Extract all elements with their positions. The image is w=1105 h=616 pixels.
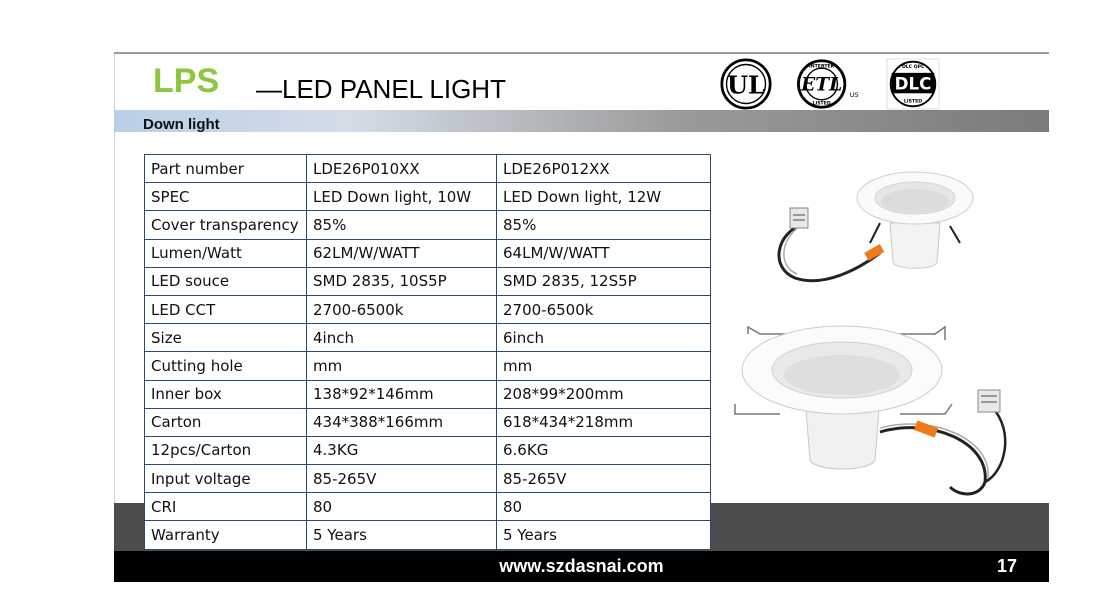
svg-text:ETL: ETL bbox=[801, 74, 843, 96]
ul-logo-icon bbox=[718, 58, 774, 110]
spec-label-cell: Input voltage bbox=[145, 465, 307, 493]
table-row bbox=[145, 352, 711, 380]
svg-text:LISTED: LISTED bbox=[812, 101, 831, 107]
website-url[interactable]: www.szdasnai.com bbox=[499, 556, 664, 576]
spec-value-cell: 618*434*218mm bbox=[497, 408, 711, 436]
table-row bbox=[145, 183, 711, 211]
spec-value-cell: LED Down light, 12W bbox=[497, 183, 711, 211]
spec-value-cell: mm bbox=[307, 352, 497, 380]
downlight-large-image bbox=[730, 322, 1025, 500]
svg-text:US: US bbox=[849, 91, 859, 99]
spec-value-cell: 2700-6500k bbox=[307, 295, 497, 323]
table-row bbox=[145, 155, 711, 183]
spec-label-cell: Carton bbox=[145, 408, 307, 436]
spec-value-cell: LDE26P012XX bbox=[497, 155, 711, 183]
spec-label-cell: Part number bbox=[145, 155, 307, 183]
spec-value-cell: SMD 2835, 12S5P bbox=[497, 267, 711, 295]
spec-label-cell: LED CCT bbox=[145, 295, 307, 323]
spec-value-cell: 62LM/W/WATT bbox=[307, 239, 497, 267]
spec-value-cell: 434*388*166mm bbox=[307, 408, 497, 436]
table-row bbox=[145, 211, 711, 239]
spec-value-cell: 6inch bbox=[497, 324, 711, 352]
table-row bbox=[145, 493, 711, 521]
svg-text:INTERTEK: INTERTEK bbox=[809, 64, 835, 70]
spec-label-cell: Size bbox=[145, 324, 307, 352]
spec-value-cell: 5 Years bbox=[497, 521, 711, 549]
spec-label-cell: Lumen/Watt bbox=[145, 239, 307, 267]
svg-text:DLC: DLC bbox=[894, 73, 932, 94]
spec-value-cell: 85% bbox=[497, 211, 711, 239]
table-row bbox=[145, 436, 711, 464]
section-title: Down light bbox=[143, 116, 220, 133]
page-number: 17 bbox=[996, 556, 1017, 576]
page-title: —LED PANEL LIGHT bbox=[256, 74, 506, 104]
svg-text:DLC QPL: DLC QPL bbox=[901, 65, 925, 71]
brand-name: LPS bbox=[153, 62, 220, 100]
spec-value-cell: LDE26P010XX bbox=[307, 155, 497, 183]
table-row bbox=[145, 239, 711, 267]
spec-value-cell: 4inch bbox=[307, 324, 497, 352]
spec-value-cell: 85-265V bbox=[497, 465, 711, 493]
spec-table bbox=[144, 154, 711, 550]
spec-label-cell: LED souce bbox=[145, 267, 307, 295]
table-row bbox=[145, 521, 711, 549]
spec-value-cell: 138*92*146mm bbox=[307, 380, 497, 408]
spec-value-cell: mm bbox=[497, 352, 711, 380]
etl-logo-icon bbox=[794, 58, 866, 110]
spec-value-cell: 4.3KG bbox=[307, 436, 497, 464]
svg-text:UL: UL bbox=[726, 70, 766, 100]
spec-value-cell: 2700-6500k bbox=[497, 295, 711, 323]
table-row bbox=[145, 408, 711, 436]
spec-value-cell: 208*99*200mm bbox=[497, 380, 711, 408]
table-row bbox=[145, 324, 711, 352]
downlight-small-image bbox=[765, 168, 995, 293]
spec-label-cell: Cover transparency bbox=[145, 211, 307, 239]
top-rule bbox=[114, 52, 1049, 54]
svg-text:LISTED: LISTED bbox=[903, 99, 923, 105]
spec-label-cell: CRI bbox=[145, 493, 307, 521]
table-row bbox=[145, 267, 711, 295]
spec-value-cell: 80 bbox=[497, 493, 711, 521]
footer-bar bbox=[114, 551, 1049, 582]
spec-label-cell: 12pcs/Carton bbox=[145, 436, 307, 464]
spec-label-cell: Inner box bbox=[145, 380, 307, 408]
table-row bbox=[145, 295, 711, 323]
spec-value-cell: 6.6KG bbox=[497, 436, 711, 464]
spec-value-cell: 64LM/W/WATT bbox=[497, 239, 711, 267]
table-row bbox=[145, 380, 711, 408]
dlc-logo-icon bbox=[884, 58, 942, 110]
table-row bbox=[145, 465, 711, 493]
spec-value-cell: 85-265V bbox=[307, 465, 497, 493]
section-bar bbox=[114, 110, 1049, 132]
spec-label-cell: SPEC bbox=[145, 183, 307, 211]
spec-value-cell: LED Down light, 10W bbox=[307, 183, 497, 211]
spec-label-cell: Warranty bbox=[145, 521, 307, 549]
spec-value-cell: SMD 2835, 10S5P bbox=[307, 267, 497, 295]
spec-label-cell: Cutting hole bbox=[145, 352, 307, 380]
spec-value-cell: 5 Years bbox=[307, 521, 497, 549]
spec-value-cell: 85% bbox=[307, 211, 497, 239]
spec-value-cell: 80 bbox=[307, 493, 497, 521]
